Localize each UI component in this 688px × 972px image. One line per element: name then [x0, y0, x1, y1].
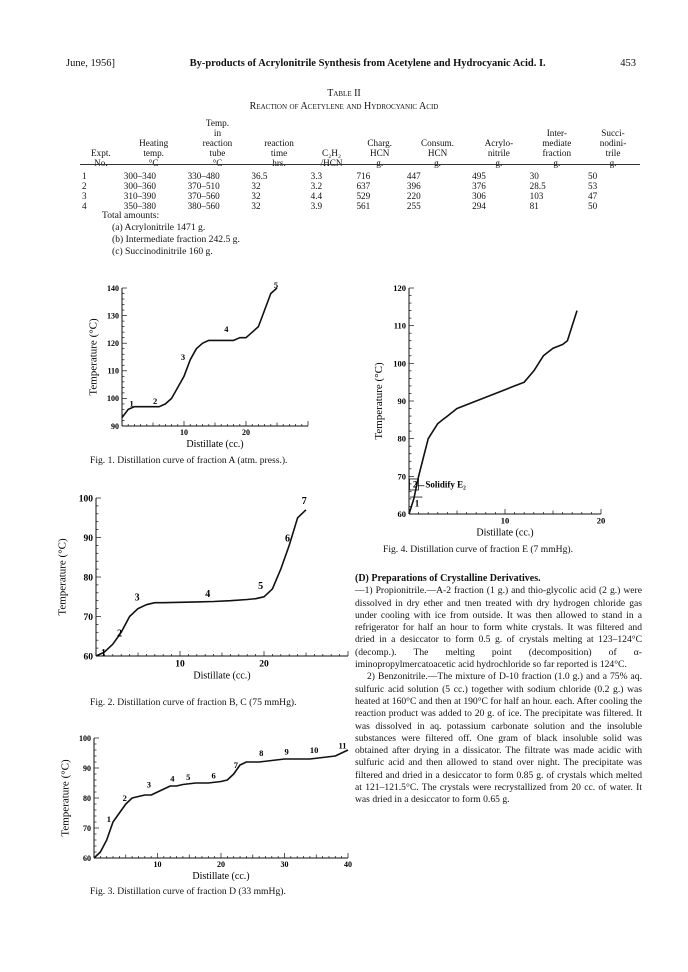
table-cell: 716 — [356, 171, 371, 181]
table-cell: 30 — [529, 171, 539, 181]
col-header-line: g. — [376, 158, 384, 168]
col-header-line: Expt. — [91, 148, 111, 158]
col-header-line: trile — [605, 148, 621, 158]
col-header-line: g. — [434, 158, 441, 168]
table-cell: 370–510 — [187, 181, 220, 191]
col-header-line: °C — [148, 158, 159, 168]
table-cell: 1 — [82, 171, 87, 181]
col-header-line: tube — [209, 148, 226, 158]
paragraph-benzonitrile: 2) Benzonitrile.—The mixture of D-10 fraction (1.0 g.) and a 75% aq. sulfuric acid solution (5 cc.) together with sodium chloride (0.2 g.) was heated at 160°C and then at 190°C for half an hour. each. After cooling the reaction product was added to 20 g. of ice. The precipitate was filtered. It was dissolved in aq. potassium carbonate solution and the insoluble substances were filtered off. One gram of black insoluble solid was obtained after drying in a dissicator. The filtrate was made acidic with sulfuric acid and then allowed to stand over night. The precipitate was filtered and dried in a desiccator to form 0.85 g. of crystals which melted at 121–121.5°C. The crystals were recrystallized from 20 cc. of water. It was dried in a desiccator to form 0.65 g. — [355, 671, 642, 806]
col-header-9 — [586, 118, 640, 168]
point-label: 4 — [205, 588, 211, 600]
table-header-rule — [80, 164, 640, 165]
x-tick-label: 30 — [280, 860, 289, 869]
col-header-line: hrs. — [272, 158, 286, 168]
x-tick-label: 10 — [175, 659, 185, 670]
table-cell: 50 — [588, 201, 598, 211]
y-tick-label: 90 — [397, 395, 406, 406]
col-header-line: °C — [212, 158, 223, 168]
col-header-line: No. — [94, 158, 108, 168]
y-tick-label: 90 — [111, 421, 119, 431]
table-cell: 3.9 — [310, 201, 323, 211]
col-header-line: HCN — [427, 148, 448, 158]
col-header-line: Consum. — [421, 138, 454, 148]
col-header-line: Acrylo- — [484, 138, 514, 148]
fig2-caption: Fig. 2. Distillation curve of fraction B, C (75 mmHg). — [90, 697, 297, 708]
table-cell: 350–380 — [123, 201, 156, 211]
total-succinodinitrile: (c) Succinodinitrile 160 g. — [112, 246, 213, 257]
y-tick-label: 80 — [397, 433, 406, 444]
table-cell: 3 — [82, 191, 87, 201]
totals-label: Total amounts: — [102, 210, 160, 221]
fig2-chart — [50, 490, 360, 690]
col-header-line: Succi- — [601, 128, 625, 138]
totals-block — [102, 210, 240, 258]
point-label: 8 — [259, 748, 264, 758]
col-header-line: HCN — [369, 148, 390, 158]
point-label: 1 — [106, 814, 111, 824]
paragraph-propionitrile: —1) Propionitrile.—A-2 fraction (1 g.) and thio-glycolic acid (2 g.) were dissolved in dry ether and tnen treated with dry hydrogen chloride gas under cooling with ice from outside. It was then allowed to stand in a refrigerator for half an hour to form white crystals. It was filtered and dried in a desiccator to form 0.5 g. of crystals melting at 123–124°C (decomp.). The melting point (decomposition) of α-iminopropylmercatoacetic acid hydrochloride so far reported is 124°C. — [355, 585, 642, 671]
header-title: By-products of Acrylonitrile Synthesis from Acetylene and Hydrocyanic Acid. I. — [189, 58, 546, 69]
col-header-1 — [122, 118, 186, 168]
table-cell: 380–560 — [187, 201, 220, 211]
point-label: 10 — [309, 745, 319, 755]
col-header-line: in — [213, 128, 222, 138]
point-label: 4 — [224, 324, 229, 335]
distillation-curve — [122, 288, 277, 418]
y-tick-label: 120 — [393, 282, 406, 293]
point-label: 7 — [233, 760, 238, 770]
table-cell: 529 — [356, 191, 371, 201]
point-label: 6 — [211, 770, 216, 781]
table-cell: 220 — [406, 191, 421, 201]
table-cell: 376 — [472, 181, 486, 191]
table-cell: 4 — [82, 201, 87, 211]
table-cell: 2 — [82, 181, 87, 191]
y-tick-label: 90 — [83, 763, 91, 773]
col-header-line: g. — [609, 158, 617, 168]
col-header-line: temp. — [143, 148, 164, 158]
col-header-line: nodini- — [599, 138, 627, 148]
x-tick-label: 20 — [217, 860, 225, 869]
x-tick-label: 20 — [242, 428, 250, 437]
table-cell: 637 — [356, 181, 371, 191]
fig3-chart — [50, 730, 360, 882]
table-cell: 300–340 — [123, 171, 156, 181]
point-label: 2 — [122, 793, 127, 803]
y-tick-label: 60 — [83, 652, 93, 663]
table-cell: 3.2 — [310, 181, 323, 191]
col-header-line: Heating — [139, 138, 169, 148]
col-header-line: C₂H₂ — [321, 148, 342, 158]
table-cell: 81 — [529, 201, 539, 211]
table-cell: 32 — [251, 181, 261, 191]
table-cell: 396 — [406, 181, 421, 191]
col-header-2 — [186, 118, 250, 168]
table-cell: 370–560 — [187, 191, 220, 201]
point-label: 2 — [153, 395, 158, 406]
fig3-caption: Fig. 3. Distillation curve of fraction D (33 mmHg). — [90, 886, 286, 897]
col-header-line: Temp. — [205, 118, 230, 128]
y-tick-label: 80 — [83, 573, 93, 584]
table-cell: 561 — [356, 201, 371, 211]
table-cell: 36.5 — [251, 171, 268, 181]
col-header-line: g. — [553, 158, 561, 168]
point-label: 9 — [284, 746, 289, 757]
distillation-curve — [94, 750, 348, 858]
y-tick-label: 60 — [83, 853, 91, 863]
point-label: 7 — [301, 495, 307, 507]
y-tick-label: 110 — [393, 320, 406, 331]
table-title: Reaction of Acetylene and Hydrocyanic Acid — [249, 101, 439, 112]
col-header-line: Charg. — [367, 138, 392, 148]
col-header-0 — [80, 118, 122, 168]
y-tick-label: 100 — [107, 394, 119, 404]
point-label: 2 — [412, 479, 418, 490]
table-cell: 47 — [588, 191, 598, 201]
point-label: 5 — [186, 772, 191, 782]
col-header-line: reaction — [202, 138, 233, 148]
table-cell: 103 — [529, 191, 544, 201]
table-cell: 3.3 — [310, 171, 323, 181]
col-header-line: nitrile — [487, 148, 510, 158]
y-axis-label: Temperature (°C) — [59, 759, 72, 837]
total-intermediate: (b) Intermediate fraction 242.5 g. — [112, 234, 240, 245]
y-tick-label: 80 — [83, 793, 91, 803]
point-label: 5 — [273, 280, 279, 290]
y-tick-label: 60 — [397, 508, 406, 519]
point-label: 6 — [285, 533, 290, 545]
distillation-curve — [96, 510, 306, 656]
y-tick-label: 100 — [393, 358, 406, 369]
table-body — [80, 168, 640, 211]
x-tick-label: 40 — [344, 860, 352, 869]
table-cell: 4.4 — [310, 191, 323, 201]
table-cell: 255 — [406, 201, 421, 211]
table-cell: 32 — [251, 201, 261, 211]
fig4-chart — [365, 282, 615, 544]
x-axis-label: Distillate (cc.) — [186, 439, 244, 450]
point-label: 1 — [414, 498, 420, 509]
table-cell: 495 — [472, 171, 486, 181]
col-header-5 — [354, 118, 404, 168]
point-label: 5 — [258, 580, 264, 592]
table-cell: 447 — [406, 171, 421, 181]
table-cell: 32 — [251, 191, 261, 201]
x-axis-label: Distillate (cc.) — [476, 527, 534, 539]
col-header-line: g. — [495, 158, 503, 168]
col-header-3 — [249, 118, 308, 168]
fig1-caption: Fig. 1. Distillation curve of fraction A (atm. press.). — [90, 455, 288, 466]
point-label: 1 — [101, 648, 107, 659]
table-cell: 50 — [588, 171, 598, 181]
col-header-line: time — [270, 148, 288, 158]
table-cell: 53 — [588, 181, 598, 191]
table-row — [80, 181, 640, 191]
page-number: 453 — [620, 58, 636, 69]
y-tick-label: 90 — [83, 533, 93, 544]
col-header-line: reaction — [264, 138, 294, 148]
table-header-row — [80, 118, 640, 168]
table-cell: 330–480 — [187, 171, 220, 181]
table-cell: 310–390 — [123, 191, 156, 201]
y-tick-label: 100 — [79, 733, 91, 743]
col-header-line: fraction — [542, 148, 572, 158]
section-heading: (D) Preparations of Crystalline Derivatives. — [355, 573, 541, 584]
y-tick-label: 100 — [78, 494, 93, 505]
x-tick-label: 20 — [259, 659, 269, 670]
y-axis-label: Temperature (°C) — [56, 538, 69, 616]
col-header-line: /HCN — [320, 158, 343, 168]
y-axis-label: Temperature (°C) — [87, 318, 100, 396]
col-header-line: Inter- — [546, 128, 567, 138]
point-label: 3 — [134, 592, 140, 604]
y-tick-label: 140 — [107, 283, 119, 293]
running-header — [66, 58, 636, 69]
table-cell: 28.5 — [529, 181, 546, 191]
x-axis-label: Distillate (cc.) — [193, 670, 251, 682]
y-tick-label: 70 — [83, 823, 91, 833]
x-tick-label: 20 — [596, 515, 606, 526]
table-row — [80, 191, 640, 201]
x-axis-label: Distillate (cc.) — [192, 871, 250, 882]
y-tick-label: 70 — [83, 612, 93, 623]
x-tick-label: 10 — [500, 515, 510, 526]
y-tick-label: 70 — [397, 471, 406, 482]
y-tick-label: 130 — [107, 311, 119, 321]
col-header-6 — [405, 118, 470, 168]
point-label: 3 — [180, 351, 186, 362]
table-row — [80, 168, 640, 181]
col-header-8 — [528, 118, 586, 168]
y-tick-label: 120 — [107, 339, 119, 348]
fig4-caption: Fig. 4. Distillation curve of fraction E (7 mmHg). — [383, 544, 573, 555]
point-label: Solidify E₂ — [425, 479, 466, 490]
section-d-text — [355, 573, 642, 807]
col-header-7 — [470, 118, 528, 168]
point-label: 11 — [338, 740, 347, 751]
table-cell: 300–360 — [123, 181, 156, 191]
x-tick-label: 10 — [180, 428, 188, 437]
header-date: June, 1956] — [66, 58, 115, 69]
point-label: 3 — [146, 779, 151, 790]
total-acrylonitrile: (a) Acrylonitrile 1471 g. — [112, 222, 206, 233]
table-cell: 294 — [472, 201, 486, 211]
point-label: 2 — [117, 628, 122, 640]
y-tick-label: 110 — [107, 366, 119, 376]
point-label: 1 — [129, 398, 134, 409]
x-tick-label: 10 — [153, 860, 162, 869]
y-axis-label: Temperature (°C) — [372, 362, 385, 440]
fig1-chart — [70, 280, 320, 460]
col-header-4 — [309, 118, 355, 168]
table-cell: 306 — [472, 191, 486, 201]
table-label: Table II — [327, 88, 361, 99]
col-header-line: mediate — [542, 138, 572, 148]
point-label: 4 — [170, 773, 175, 784]
